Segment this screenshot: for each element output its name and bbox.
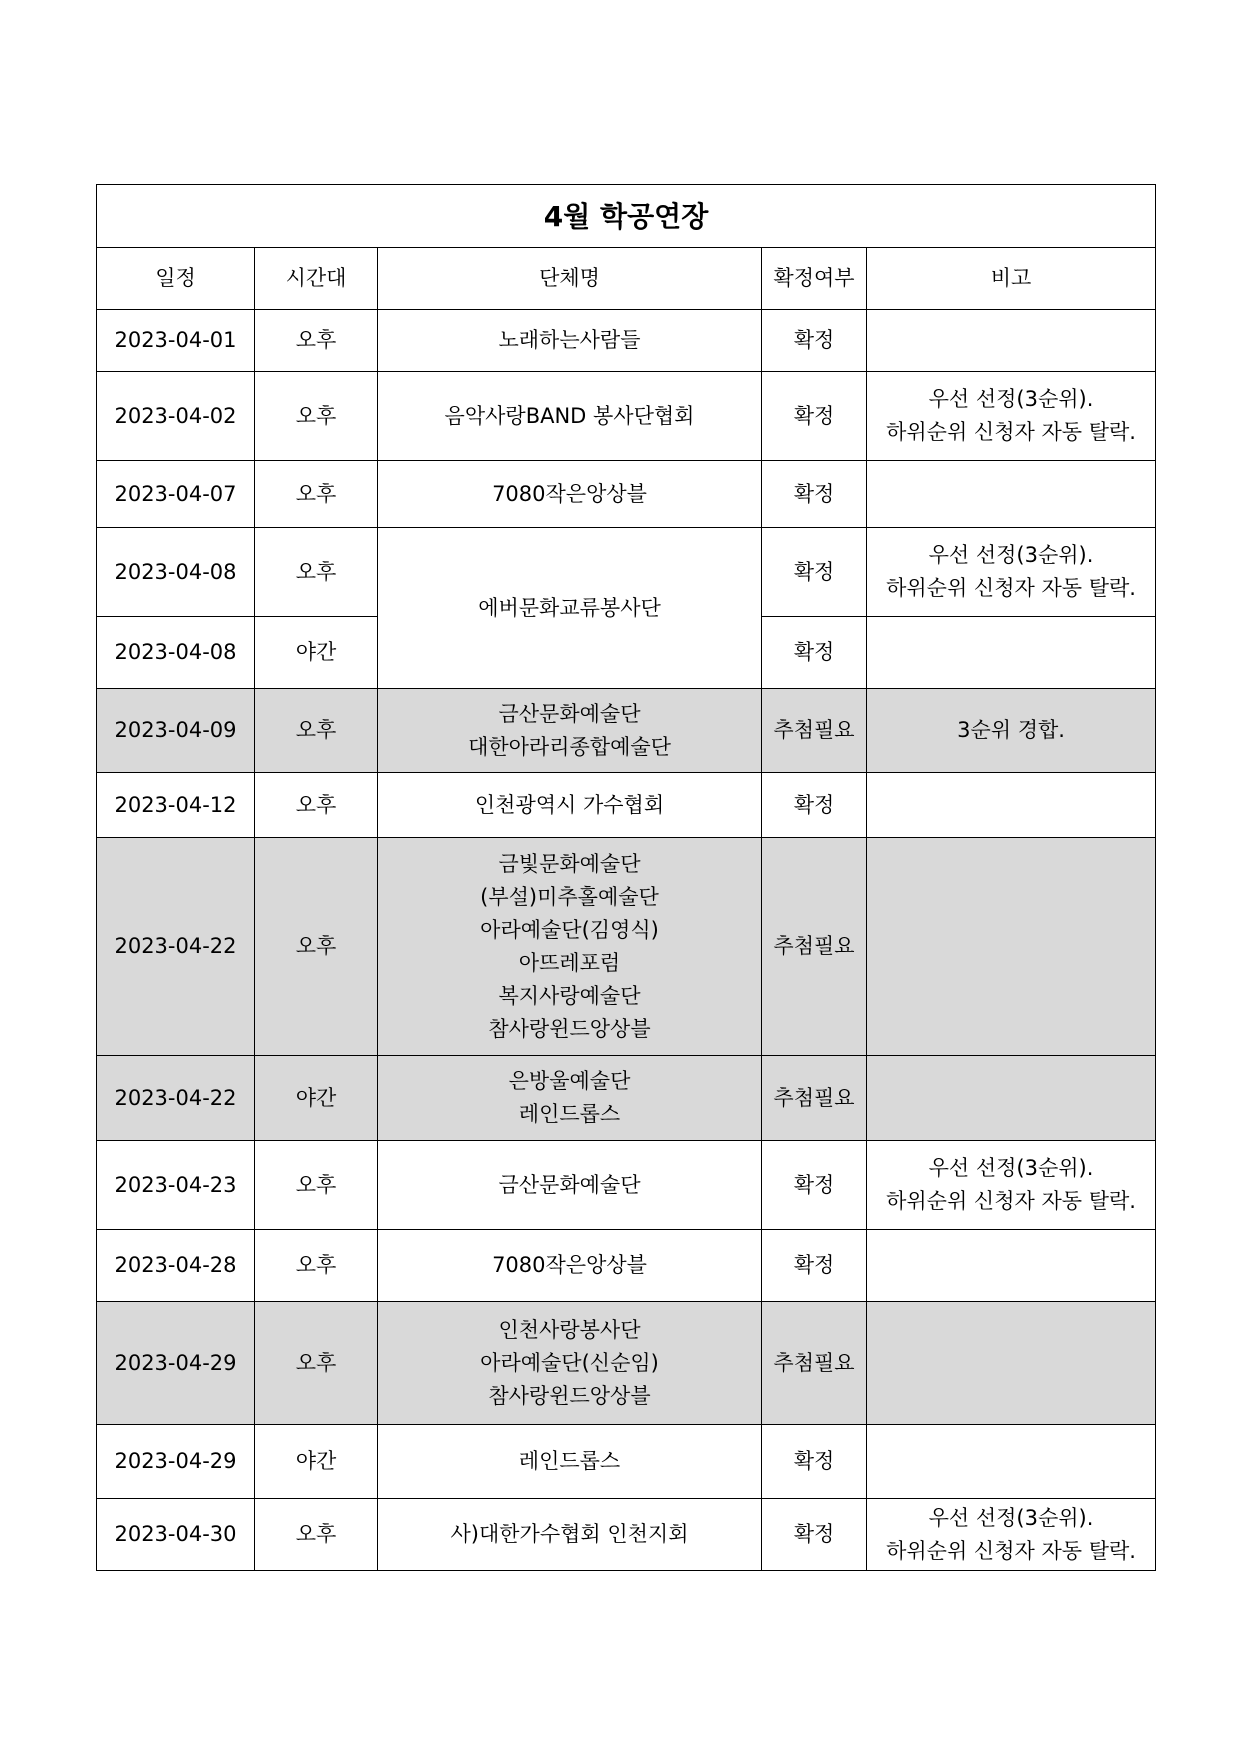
group-line: 복지사랑예술단: [498, 983, 641, 1008]
status-cell: 확정: [762, 1230, 867, 1302]
date-cell: 2023-04-02: [97, 372, 255, 461]
header-time: 시간대: [255, 248, 378, 310]
status-cell: 추첨필요: [762, 838, 867, 1056]
time-cell: 오후: [255, 838, 378, 1056]
header-group: 단체명: [378, 248, 762, 310]
group-line: 레인드롭스: [518, 1102, 621, 1126]
group-cell: [378, 773, 762, 838]
table-row: [97, 1499, 1156, 1571]
time-cell: 오후: [255, 1499, 378, 1571]
group-line: 금빛문화예술단: [498, 851, 641, 876]
date-cell: 2023-04-01: [97, 310, 255, 372]
time-cell: 오후: [255, 372, 378, 461]
date-cell: 2023-04-30: [97, 1499, 255, 1571]
notes-cell: [867, 372, 1156, 461]
time-cell: 야간: [255, 617, 378, 689]
group-line: 사)대한가수협회 인천지회: [450, 1522, 689, 1546]
notes-cell: [867, 528, 1156, 617]
time-cell: 야간: [255, 1056, 378, 1141]
note-line: 우선 선정(3순위).: [928, 387, 1094, 411]
date-cell: 2023-04-09: [97, 689, 255, 773]
group-line: (부설)미추홀예술단: [480, 884, 659, 909]
status-cell: 확정: [762, 1425, 867, 1499]
group-line: 7080작은앙상블: [492, 1253, 647, 1277]
group-cell: [378, 1499, 762, 1571]
status-cell: 추첨필요: [762, 1302, 867, 1425]
group-line: 레인드롭스: [518, 1449, 621, 1473]
table-row: [97, 528, 1156, 617]
group-cell: [378, 838, 762, 1056]
table-row: [97, 310, 1156, 372]
status-cell: 확정: [762, 528, 867, 617]
note-line: 하위순위 신청자 자동 탈락.: [886, 1538, 1136, 1563]
notes-cell: [867, 1499, 1156, 1571]
group-line: 7080작은앙상블: [492, 481, 647, 506]
time-cell: 오후: [255, 1141, 378, 1230]
status-cell: 확정: [762, 617, 867, 689]
notes-cell: [867, 773, 1156, 838]
time-cell: 오후: [255, 310, 378, 372]
date-cell: 2023-04-22: [97, 1056, 255, 1141]
time-cell: 오후: [255, 773, 378, 838]
group-line: 참사랑윈드앙상블: [488, 1383, 651, 1408]
group-line: 참사랑윈드앙상블: [488, 1016, 651, 1041]
date-cell: 2023-04-08: [97, 528, 255, 617]
header-date: 일정: [97, 248, 255, 310]
group-cell: [378, 1056, 762, 1141]
group-cell: [378, 310, 762, 372]
group-line: 대한아라리종합예술단: [468, 734, 671, 759]
group-cell: [378, 689, 762, 773]
status-cell: 추첨필요: [762, 689, 867, 773]
notes-cell: [867, 310, 1156, 372]
schedule-table: [96, 184, 1156, 1571]
notes-cell: [867, 617, 1156, 689]
note-line: 우선 선정(3순위).: [928, 1156, 1094, 1180]
notes-cell: [867, 461, 1156, 528]
status-cell: 확정: [762, 310, 867, 372]
date-cell: 2023-04-28: [97, 1230, 255, 1302]
date-cell: 2023-04-29: [97, 1302, 255, 1425]
status-cell: 확정: [762, 461, 867, 528]
group-line: 금산문화예술단: [498, 1172, 641, 1197]
group-line: 은방울예술단: [508, 1069, 631, 1093]
time-cell: 야간: [255, 1425, 378, 1499]
group-cell: [378, 1425, 762, 1499]
status-cell: 확정: [762, 1499, 867, 1571]
note-line: 3순위 경합.: [957, 718, 1065, 742]
date-cell: 2023-04-12: [97, 773, 255, 838]
time-cell: 오후: [255, 461, 378, 528]
table-row: [97, 1141, 1156, 1230]
group-cell: [378, 528, 762, 689]
note-line: 하위순위 신청자 자동 탈락.: [886, 576, 1136, 600]
notes-cell: [867, 1141, 1156, 1230]
time-cell: 오후: [255, 1230, 378, 1302]
status-cell: 추첨필요: [762, 1056, 867, 1141]
table-title: 4월 학공연장: [97, 185, 1156, 248]
date-cell: 2023-04-08: [97, 617, 255, 689]
header-notes: 비고: [867, 248, 1156, 310]
time-cell: 오후: [255, 1302, 378, 1425]
table-row: [97, 1056, 1156, 1141]
group-line: 에버문화교류봉사단: [478, 595, 661, 620]
table-row: [97, 838, 1156, 1056]
group-line: 아라예술단(김영식): [480, 917, 659, 942]
group-cell: [378, 372, 762, 461]
table-row: [97, 1230, 1156, 1302]
group-line: 아라예술단(신순임): [480, 1350, 659, 1375]
note-line: 우선 선정(3순위).: [928, 1505, 1094, 1530]
group-line: 아뜨레포럼: [518, 950, 621, 975]
time-cell: 오후: [255, 689, 378, 773]
notes-cell: [867, 689, 1156, 773]
note-line: 하위순위 신청자 자동 탈락.: [886, 420, 1136, 444]
date-cell: 2023-04-23: [97, 1141, 255, 1230]
date-cell: 2023-04-07: [97, 461, 255, 528]
group-line: 금산문화예술단: [498, 701, 641, 726]
header-status: 확정여부: [762, 248, 867, 310]
status-cell: 확정: [762, 1141, 867, 1230]
group-line: 인천광역시 가수협회: [474, 792, 665, 817]
table-row: [97, 461, 1156, 528]
table-row: [97, 773, 1156, 838]
group-line: 인천사랑봉사단: [498, 1317, 641, 1342]
table-row: [97, 1302, 1156, 1425]
table-row: [97, 689, 1156, 773]
notes-cell: [867, 1056, 1156, 1141]
notes-cell: [867, 1302, 1156, 1425]
table-row: [97, 1425, 1156, 1499]
status-cell: 확정: [762, 372, 867, 461]
notes-cell: [867, 1230, 1156, 1302]
note-line: 하위순위 신청자 자동 탈락.: [886, 1189, 1136, 1213]
date-cell: 2023-04-22: [97, 838, 255, 1056]
status-cell: 확정: [762, 773, 867, 838]
date-cell: 2023-04-29: [97, 1425, 255, 1499]
table-row: [97, 372, 1156, 461]
group-cell: [378, 1230, 762, 1302]
notes-cell: [867, 838, 1156, 1056]
group-cell: [378, 1141, 762, 1230]
notes-cell: [867, 1425, 1156, 1499]
note-line: 우선 선정(3순위).: [928, 543, 1094, 567]
time-cell: 오후: [255, 528, 378, 617]
group-line: 노래하는사람들: [498, 328, 641, 352]
group-line: 음악사랑BAND 봉사단협회: [444, 403, 695, 428]
group-cell: [378, 461, 762, 528]
group-cell: [378, 1302, 762, 1425]
